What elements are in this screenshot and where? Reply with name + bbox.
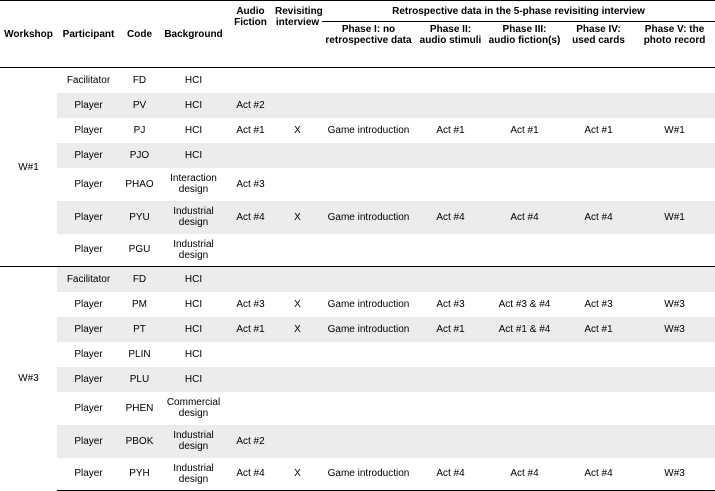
code-cell: PLIN [128,348,151,360]
audio-fiction-cell: Act #3 [236,178,265,190]
phase4-cell: Act #4 [563,201,634,234]
code-cell: PHAO [125,178,154,190]
phase1-cell [322,234,415,267]
phase5-cell [634,143,715,168]
header-background: Background [159,1,228,68]
revisit-cell [273,392,322,425]
participant-cell: Player [57,201,120,234]
code-cell: PM [132,298,147,310]
participant-cell: Player [74,178,103,190]
revisit-cell [273,425,322,458]
table-row [0,292,715,317]
phase1-cell: Game introduction [322,317,415,342]
phase4-cell: Act #1 [584,124,613,136]
header-phase4: Phase IV: used cards [563,22,634,68]
phase2-cell: Act #1 [436,124,465,136]
revisit-cell: X [273,317,322,342]
phase5-cell [634,267,715,292]
phase3-cell [486,367,563,392]
phase3-cell: Act #1 [510,124,539,136]
phase3-cell [486,68,563,93]
phase2-cell [415,168,486,201]
background-cell: HCI [159,143,228,168]
code-cell: PJ [133,124,146,136]
phase5-cell [634,392,715,425]
background-cell: Commercial design [166,397,221,419]
table-row [0,317,715,342]
table-row [0,201,715,234]
revisit-cell: X [294,124,301,136]
phase1-cell [322,93,415,118]
phase1-cell [322,425,415,458]
code-cell: PBOK [120,425,159,458]
code-cell: PV [120,93,159,118]
audio-fiction-cell: Act #4 [228,458,273,491]
phase4-cell [563,234,634,267]
participant-cell: Player [57,317,120,342]
phase2-cell: Act #4 [415,201,486,234]
phase2-cell [415,425,486,458]
table-row [0,93,715,118]
participant-cell: Player [57,458,120,491]
phase4-cell: Act #1 [563,317,634,342]
phase1-cell [322,367,415,392]
background-cell: HCI [184,298,203,310]
phase3-cell: Act #4 [486,201,563,234]
revisit-cell [273,234,322,267]
phase4-cell [563,425,634,458]
header-phase5: Phase V: the photo record [634,22,715,68]
background-cell: HCI [184,124,203,136]
phase5-cell [634,234,715,267]
phase3-cell: Act #1 & #4 [486,317,563,342]
phase3-cell [486,143,563,168]
participant-cell: Player [57,143,120,168]
code-cell: FD [120,267,159,292]
table-header [0,1,715,68]
phase2-cell [415,342,486,367]
phase2-cell [415,367,486,392]
phase1-cell [322,68,415,93]
revisit-cell [273,143,322,168]
phase5-cell: W#3 [634,458,715,491]
audio-fiction-cell [228,68,273,93]
code-cell: PHEN [125,402,154,414]
audio-fiction-cell: Act #3 [236,298,265,310]
participant-cell: Player [74,124,103,136]
workshop-cell: W#1 [0,68,57,267]
background-cell: Industrial design [159,458,228,491]
table-row [0,458,715,491]
phase2-cell: Act #1 [415,317,486,342]
phase3-cell [486,234,563,267]
phase1-cell: Game introduction [322,458,415,491]
phase5-cell [634,367,715,392]
revisit-cell [273,93,322,118]
phase5-cell: W#3 [634,317,715,342]
table-row [0,342,715,367]
phase5-cell [634,425,715,458]
participant-cell: Player [74,244,103,256]
background-cell: Industrial design [159,201,228,234]
phase3-cell [486,168,563,201]
phase3-cell [486,93,563,118]
phase4-cell [563,367,634,392]
audio-fiction-cell: Act #1 [228,317,273,342]
audio-fiction-cell: Act #2 [228,425,273,458]
code-cell: PJO [120,143,159,168]
header-phase3: Phase III: audio fiction(s) [486,22,563,68]
header-phase2: Phase II: audio stimuli [415,22,486,68]
phase1-cell [322,267,415,292]
phase5-cell: W#3 [664,298,685,310]
phase3-cell: Act #4 [486,458,563,491]
table-row [0,68,715,93]
phase4-cell [563,342,634,367]
audio-fiction-cell [228,234,273,267]
workshop-cell: W#3 [0,267,57,491]
header-workshop: Workshop [0,1,57,68]
phase4-cell [563,143,634,168]
background-cell: HCI [184,348,203,360]
table-row [0,267,715,292]
table-row [0,367,715,392]
phase5-cell: W#1 [634,201,715,234]
participant-cell: Facilitator [66,74,111,86]
phase4-cell [563,68,634,93]
phase2-cell [415,392,486,425]
phase2-cell [415,93,486,118]
audio-fiction-cell [228,342,273,367]
phase1-cell [322,392,415,425]
audio-fiction-cell [228,392,273,425]
background-cell: HCI [159,93,228,118]
background-cell: HCI [184,74,203,86]
phase2-cell: Act #4 [415,458,486,491]
phase5-cell [634,93,715,118]
phase3-cell: Act #3 & #4 [498,298,551,310]
phase4-cell [563,392,634,425]
phase5-cell: W#1 [664,124,685,136]
phase2-cell [415,143,486,168]
header-group-retrospective: Retrospective data in the 5-phase revisiting interview [322,1,715,22]
background-cell: HCI [159,367,228,392]
participant-cell: Player [57,367,120,392]
table-row [0,392,715,425]
participant-cell: Facilitator [57,267,120,292]
background-cell: HCI [159,267,228,292]
table-row [0,425,715,458]
participant-cell: Player [74,298,103,310]
phase4-cell: Act #4 [563,458,634,491]
background-cell: Industrial design [173,238,214,261]
code-cell: PYU [120,201,159,234]
participant-cell: Player [57,93,120,118]
code-cell: PLU [120,367,159,392]
revisit-cell: X [273,201,322,234]
background-cell: HCI [159,317,228,342]
phase5-cell [634,342,715,367]
table-row [0,234,715,267]
phase2-cell: Act #3 [436,298,465,310]
table-row [0,118,715,143]
header-audio-fiction: Audio Fiction [228,1,273,68]
background-cell: Interaction design [170,173,217,195]
revisit-cell [273,267,322,292]
revisit-cell: X [294,298,301,310]
audio-fiction-cell [228,267,273,292]
header-code: Code [120,1,159,68]
phase5-cell [634,168,715,201]
phase3-cell [486,425,563,458]
phase4-cell: Act #3 [584,298,613,310]
phase4-cell [563,168,634,201]
phase3-cell [486,392,563,425]
code-cell: FD [132,74,147,86]
participant-cell: Player [57,425,120,458]
phase1-cell: Game introduction [327,298,410,310]
phase1-cell: Game introduction [322,201,415,234]
workshop-group-w3 [0,267,715,491]
workshop-group-w1 [0,68,715,267]
table-row [0,168,715,201]
audio-fiction-cell [228,143,273,168]
revisit-cell [273,367,322,392]
phase2-cell [415,68,486,93]
table-row [0,143,715,168]
phase3-cell [486,342,563,367]
phase2-cell [415,267,486,292]
phase1-cell [322,168,415,201]
code-cell: PT [120,317,159,342]
participant-cell: Player [74,402,103,414]
phase3-cell [486,267,563,292]
revisit-cell [273,68,322,93]
code-cell: PGU [128,244,151,256]
phase4-cell [563,267,634,292]
header-revisiting-interview: Revisiting interview [273,1,322,68]
revisit-cell [273,342,322,367]
code-cell: PYH [120,458,159,491]
revisit-cell [273,168,322,201]
participant-cell: Player [74,348,103,360]
audio-fiction-cell [228,367,273,392]
audio-fiction-cell: Act #2 [228,93,273,118]
phase1-cell: Game introduction [327,124,410,136]
revisit-cell: X [273,458,322,491]
header-participant: Participant [57,1,120,68]
background-cell: Industrial design [159,425,228,458]
audio-fiction-cell: Act #1 [236,124,265,136]
phase5-cell [634,68,715,93]
phase4-cell [563,93,634,118]
phase1-cell [322,143,415,168]
audio-fiction-cell: Act #4 [228,201,273,234]
phase1-cell [322,342,415,367]
phase2-cell [415,234,486,267]
header-phase1: Phase I: no retrospective data [322,22,415,68]
